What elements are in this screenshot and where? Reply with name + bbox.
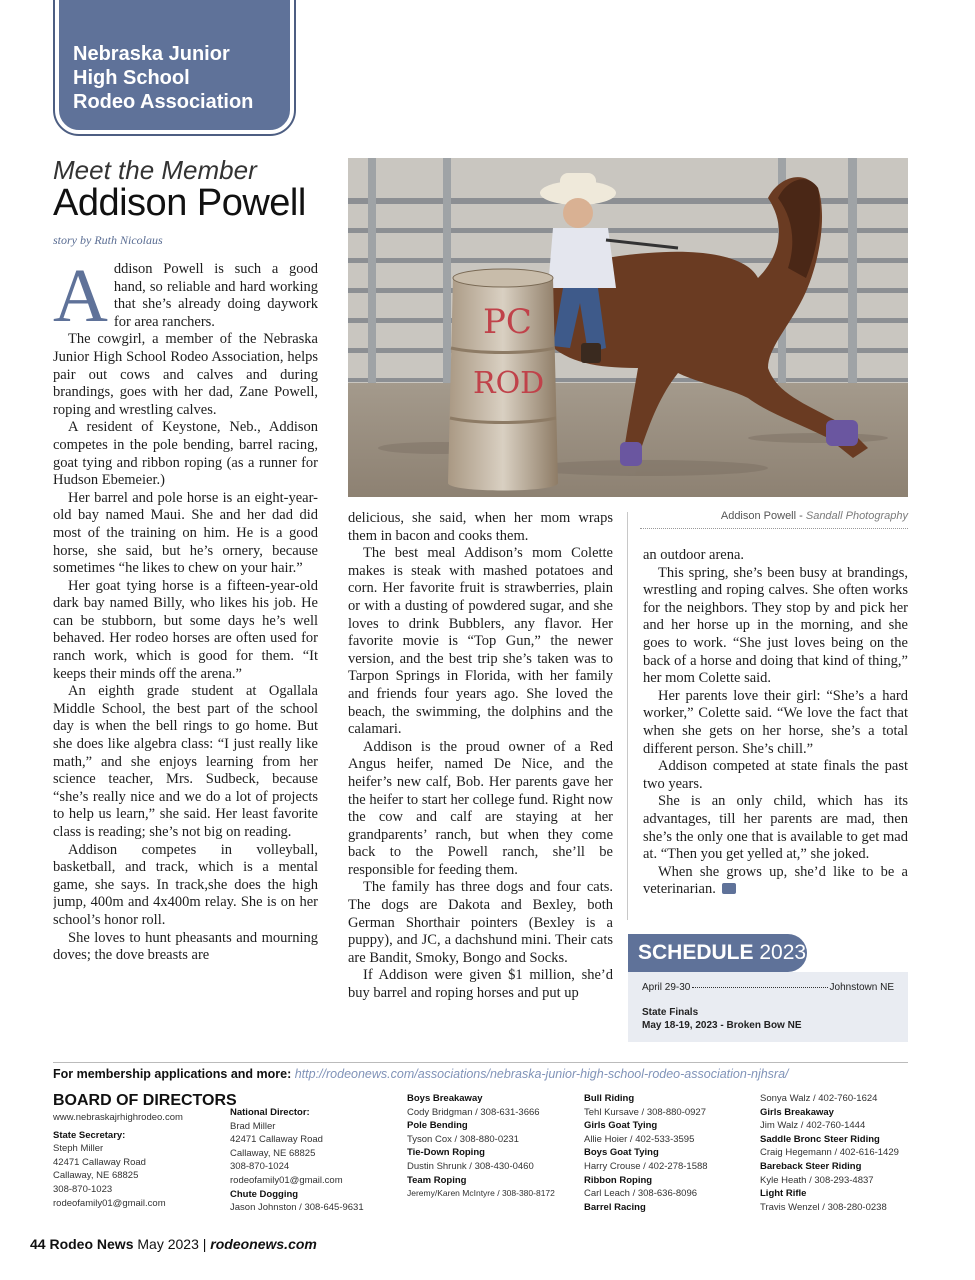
paragraph: an outdoor arena.	[643, 547, 745, 563]
banner-line-2: High School	[73, 67, 190, 89]
article-column-2	[348, 510, 613, 1026]
event-label: Bareback Steer Riding	[760, 1160, 862, 1172]
national-phone: 308-870-1024	[230, 1161, 290, 1173]
drop-cap: A	[53, 261, 108, 338]
event-label: Bull Riding	[584, 1093, 635, 1104]
paragraph: Addison is the proud owner of a Red Angus heifer, named De Nice, and the heifer’s new calf, Bob. Her parents gave her the heifer to start her college fund. Right now the cow and calf are staying at her grandparents’ ranch, but when they come back to the Powell ranch, she’ll be responsible for feeding them.	[348, 738, 613, 878]
secretary-label: State Secretary:	[53, 1129, 126, 1141]
rider-photo	[348, 158, 908, 497]
event-label: Light Rifle	[760, 1188, 807, 1200]
event-label: Saddle Bronc Steer Riding	[760, 1133, 880, 1145]
page-footer	[30, 1236, 317, 1252]
event-contact: Tehl Kursave / 308-880-0927	[584, 1106, 706, 1118]
schedule-box	[628, 972, 908, 1042]
photo-caption	[640, 510, 908, 529]
paragraph: The family has three dogs and four cats. The dogs are Dakota and Bexley, both German Shorthair pointers (Bexley is a puppy), and JC, a dachshund mini. Their cats are Bandit, Smoky, Bongo and Socks.	[348, 879, 613, 966]
national-name: Brad Miller	[230, 1120, 276, 1132]
page-number: 44	[30, 1236, 46, 1252]
event-contact: Cody Bridgman / 308-631-3666	[407, 1106, 540, 1118]
national-city: Callaway, NE 68825	[230, 1147, 316, 1159]
schedule-finals-title: State Finals	[642, 1007, 699, 1018]
event-contact: Carl Leach / 308-636-8096	[584, 1188, 698, 1200]
article-column-3	[643, 547, 908, 923]
paragraph: Her barrel and pole horse is an eight-year-old bay named Maui. She and her dad did most of the training on him. He is a good horse, she said, but he’s ornery, because sometimes “he likes to chew on your hair.”	[53, 489, 318, 577]
final-text: When she grows up, she’d like to be a veterinarian.	[643, 863, 908, 898]
event-label: Barrel Racing	[584, 1201, 646, 1213]
article-headline: Addison Powell	[53, 182, 306, 224]
board-column-5	[760, 1092, 910, 1214]
board-column-1	[53, 1111, 223, 1210]
secretary-address: 42471 Callaway Road	[53, 1156, 146, 1168]
paragraph: Addison competes in volleyball, basketball, and track, which is a mental game, she says. In track,she does the high jump, 400m and 4x400m relay. She is on her school’s honor roll.	[53, 841, 318, 928]
banner-line-3: Rodeo Association	[73, 91, 254, 113]
chute-label: Chute Dogging	[230, 1188, 299, 1200]
membership-line	[53, 1067, 789, 1081]
article-column-1	[53, 261, 318, 1027]
paragraph: Addison competed at state finals the past two years.	[643, 758, 908, 792]
paragraph: A resident of Keystone, Neb., Addison competes in the pole bending, barrel racing, goat tying and ribbon roping (as a runner for Hudson Ebemeier.)	[53, 419, 318, 489]
national-email[interactable]: rodeofamily01@gmail.com	[230, 1174, 343, 1186]
board-website[interactable]: www.nebraskajrhighrodeo.com	[53, 1112, 183, 1123]
schedule-title: SCHEDULE	[638, 941, 754, 964]
issue-date: May 2023	[137, 1236, 199, 1252]
paragraph: ddison Powell is such a good hand, so reliable and hard working that she’s already doing daywork for area ranchers.	[113, 261, 318, 330]
paragraph: This spring, she’s been busy at brandings, wrestling and roping calves. She often works for the neighbors. They stop by and pick her and her horse up in the morning, and she goes to work. “She just loves being on the back of a horse and doing that kind of thing,” her mom Colette said.	[643, 564, 908, 687]
column-divider	[627, 512, 628, 920]
schedule-row	[642, 982, 894, 993]
paragraph: Her parents love their girl: “She’s a hard worker,” Colette said. “We love the fact that when she gets on her horse, she’s a total different person. She’s chill.”	[643, 687, 908, 757]
footer-site[interactable]: rodeonews.com	[210, 1236, 317, 1252]
dot-leader	[692, 987, 827, 988]
membership-link[interactable]: http://rodeonews.com/associations/nebraska-junior-high-school-rodeo-association-njhsra/	[294, 1067, 789, 1081]
event-label: Boys Breakaway	[407, 1093, 483, 1104]
horseshoe-logo-icon	[722, 883, 736, 894]
board-column-4	[584, 1092, 754, 1214]
event-contact: Kyle Heath / 308-293-4837	[760, 1174, 874, 1186]
event-label: Ribbon Roping	[584, 1174, 653, 1186]
paragraph: delicious, she said, when her mom wraps them in bacon and cooks them.	[348, 510, 613, 544]
barrel-letters-top: PC	[483, 302, 532, 342]
secretary-email[interactable]: rodeofamily01@gmail.com	[53, 1197, 166, 1209]
event-contact: Travis Wenzel / 308-280-0238	[760, 1201, 887, 1213]
event-label: Team Roping	[407, 1174, 467, 1186]
schedule-finals-detail: May 18-19, 2023 - Broken Bow NE	[642, 1020, 802, 1031]
secretary-name: Steph Miller	[53, 1143, 104, 1155]
caption-subject: Addison Powell	[720, 510, 797, 522]
event-contact: Jim Walz / 402-760-1444	[760, 1120, 866, 1132]
paragraph: The best meal Addison’s mom Colette makes is steak with mashed potatoes and corn. Her favorite fruit is strawberries, plain or with a dusting of powdered sugar, and she loves to drink Bubblers, any flavor. Her favorite movie is “Top Gun,” the newer version, and the best trip she’s taken was to Tarpon Springs in Florida, with her family and friends four years ago. She loved the beach, the swimming, the dolphins and the calamari.	[348, 545, 613, 738]
board-column-3	[407, 1092, 577, 1201]
barrel-letters-bottom: ROD	[473, 366, 545, 401]
publication-name: Rodeo News	[49, 1236, 134, 1252]
event-label: Pole Bending	[407, 1120, 468, 1132]
board-column-2	[230, 1106, 390, 1215]
event-contact: Dustin Shrunk / 308-430-0460	[407, 1160, 534, 1172]
paragraph: The cowgirl, a member of the Nebraska Junior High School Rodeo Association, helps pair out cows and calves and during brandings, goes with her dad, Zane Powell, roping and wrestling calves.	[53, 331, 318, 418]
paragraph: If Addison were given $1 million, she’d buy barrel and roping horses and put up	[348, 967, 613, 1002]
chute-contact: Jason Johnston / 308-645-9631	[230, 1202, 364, 1214]
event-contact: Craig Hegemann / 402-616-1429	[760, 1147, 899, 1159]
photo-credit: Sandall Photography	[805, 510, 908, 522]
schedule-header	[628, 934, 807, 972]
paragraph: She is an only child, which has its advantages, till her parents are mad, then she’s the only one that is available to get mad at. “Then you get yelled at,” she joked.	[643, 793, 908, 863]
national-address: 42471 Callaway Road	[230, 1134, 323, 1146]
event-label: Boys Goat Tying	[584, 1147, 659, 1159]
event-contact: Harry Crouse / 402-278-1588	[584, 1160, 708, 1172]
association-banner	[55, 0, 294, 134]
national-label: National Director:	[230, 1107, 310, 1118]
article-kicker: Meet the Member	[53, 155, 257, 185]
board-title: BOARD OF DIRECTORS	[53, 1092, 237, 1109]
secretary-city: Callaway, NE 68825	[53, 1170, 139, 1182]
paragraph: An eighth grade student at Ogallala Middle School, the best part of the school day is when the bell rings to go home. But she does like algebra class: “I just really like math,” and she enjoys learning from her science teacher, Mrs. Sudbeck, because “she’s really nice and we do a lot of projects to help us learn,” she said. Her least favorite class is reading; she’s not big on reading.	[53, 683, 318, 840]
caption-separator: -	[796, 510, 806, 522]
event-contact: Sonya Walz / 402-760-1624	[760, 1093, 878, 1104]
paragraph: She loves to hunt pheasants and mourning doves; the dove breasts are	[53, 929, 318, 964]
event-label: Girls Goat Tying	[584, 1120, 658, 1132]
banner-line-1: Nebraska Junior	[73, 43, 230, 65]
event-contact: Allie Hoier / 402-533-3595	[584, 1133, 695, 1145]
event-contact: Tyson Cox / 308-880-0231	[407, 1133, 519, 1145]
paragraph-final	[643, 864, 908, 899]
secretary-phone: 308-870-1023	[53, 1183, 113, 1195]
paragraph: Her goat tying horse is a fifteen-year-old dark bay named Billy, who likes his job. He can be stubborn, but some days he’s well behaved. Her rodeo horses are often used for ranch work, which is good for them. “It keeps their minds off the arena.”	[53, 577, 318, 682]
article-byline: story by Ruth Nicolaus	[53, 233, 163, 247]
footer-divider: |	[202, 1236, 207, 1252]
event-label: Girls Breakaway	[760, 1106, 834, 1118]
schedule-year: 2023	[759, 941, 807, 964]
event-label: Tie-Down Roping	[407, 1147, 485, 1159]
event-contact: Jeremy/Karen McIntyre / 308-380-8172	[407, 1188, 555, 1199]
schedule-date: April 29-30	[642, 982, 691, 993]
section-divider	[53, 1062, 908, 1063]
membership-label: For membership applications and more:	[53, 1067, 292, 1081]
schedule-place: Johnstown NE	[829, 982, 894, 993]
